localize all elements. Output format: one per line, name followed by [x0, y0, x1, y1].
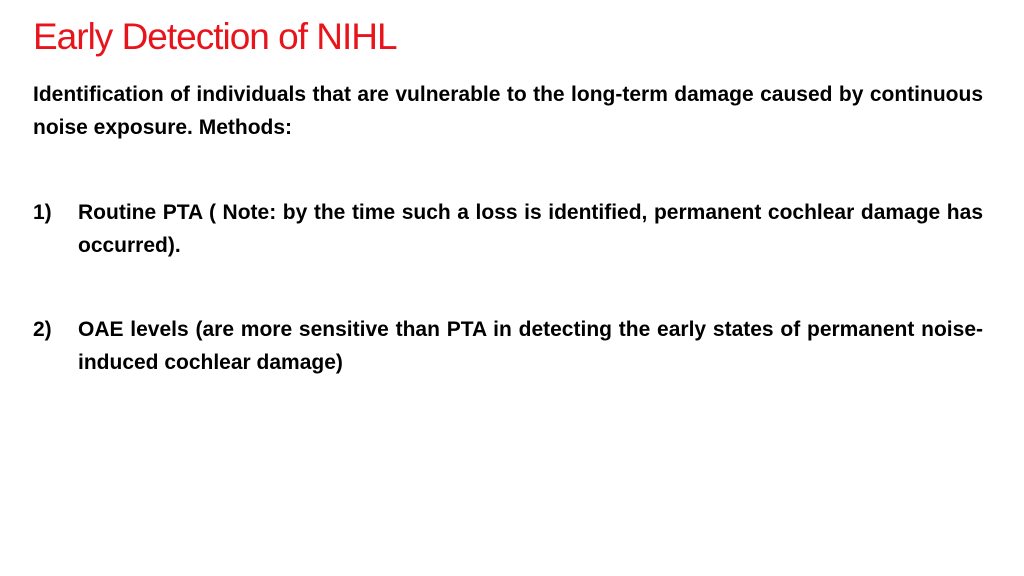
list-item	[33, 313, 983, 379]
slide-title: Early Detection of NIHL	[33, 16, 397, 57]
intro-paragraph: Identification of individuals that are vulnerable to the long-term damage caused by continuous noise exposure. Methods:	[33, 83, 983, 139]
list-item-text: Routine PTA ( Note: by the time such a loss is identified, permanent cochlear damage has occurred).	[78, 201, 983, 257]
list-item	[33, 196, 983, 262]
list-item-number: 2)	[33, 318, 52, 341]
list-item-number: 1)	[33, 201, 52, 224]
list-item-text: OAE levels (are more sensitive than PTA in detecting the early states of permanent noise-induced cochlear damage)	[78, 318, 983, 374]
